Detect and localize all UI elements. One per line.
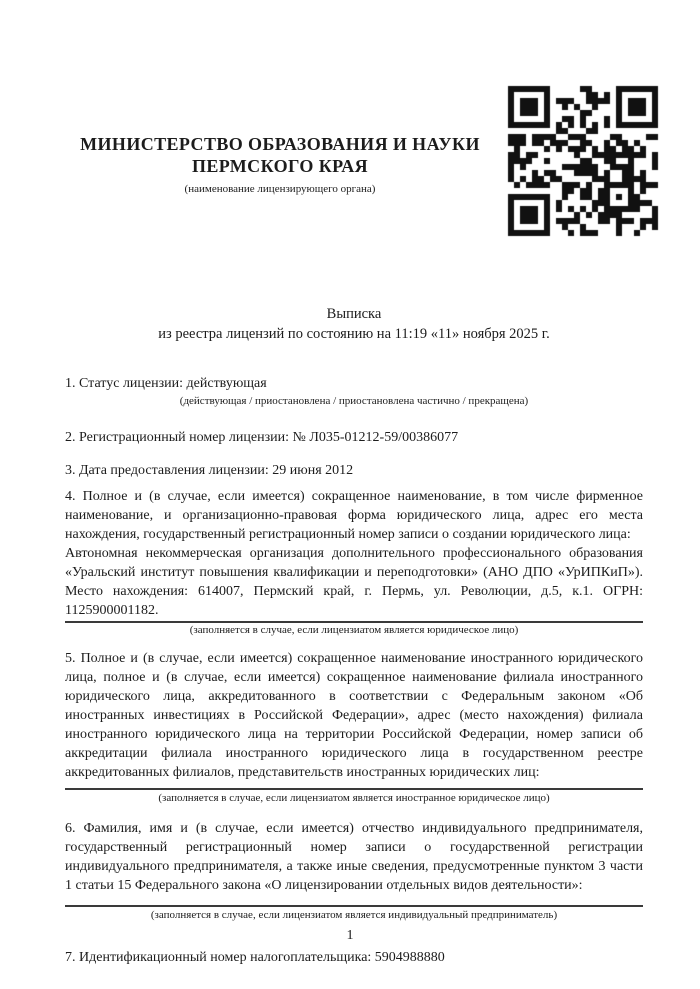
- legal-entity-caption: (заполняется в случае, если лицензиатом является юридическое лицо): [189, 624, 519, 636]
- foreign-entity-info: [65, 649, 643, 782]
- ministry-name-line2: ПЕРМСКОГО КРАЯ: [191, 156, 369, 176]
- ministry-caption: (наименование лицензирующего органа): [184, 183, 376, 195]
- taxpayer-id: 7. Идентификационный номер налогоплательщика: 5904988880: [65, 950, 445, 965]
- page-number: 1: [346, 928, 354, 943]
- legal-entity-label: 4. Полное и (в случае, если имеется) сокращенное наименование, в том числе фирменное наименование, и организационно-правовая форма юридического лица, адрес его места нахождения, государственный регистрационный номер записи о создании юридического лица:: [65, 489, 643, 542]
- license-status-caption: (действующая / приостановлена / приостановлена частично / прекращена): [179, 395, 529, 407]
- licensing-authority-header: [65, 133, 495, 196]
- legal-entity-info: [65, 487, 643, 620]
- foreign-entity-label: 5. Полное и (в случае, если имеется) сокращенное наименование иностранного юридического лица, полное и (в случае, если имеется) сокращенное наименование филиала иностранного юридического лица, аккредитованного в соответствии с Федеральным законом «Об иностранных инвестициях в Российской Федерации», адрес (место нахождения) филиала иностранного юридического лица на территории Российской Федерации, номер записи об аккредитации филиала иностранного юридического лица в государственном реестре аккредитованных филиалов, представительств иностранных юридических лиц:: [65, 651, 643, 780]
- entrepreneur-info: [65, 819, 643, 895]
- entrepreneur-underline: [65, 905, 643, 907]
- extract-title: [65, 304, 643, 344]
- extract-title-line1: Выписка: [326, 306, 382, 322]
- foreign-entity-caption: (заполняется в случае, если лицензиатом является иностранное юридическое лицо): [158, 792, 550, 804]
- entrepreneur-label: 6. Фамилия, имя и (в случае, если имеется) отчество индивидуального предпринимателя, государственный регистрационный номер записи о государственной регистрации индивидуального предпринимателя, а также иные сведения, предусмотренные пунктом 3 части 1 статьи 15 Федерального закона «О лицензировании отдельных видов деятельности»:: [65, 821, 643, 893]
- license-grant-date: 3. Дата предоставления лицензии: 29 июня 2012: [65, 463, 354, 478]
- ministry-name-line1: МИНИСТЕРСТВО ОБРАЗОВАНИЯ И НАУКИ: [80, 134, 480, 154]
- document-content: [65, 133, 643, 968]
- legal-entity-value: Автономная некоммерческая организация дополнительного профессионального образования «Уральский институт повышения квалификации и переподготовки» (АНО ДПО «УрИПКиП»). Место нахождения: 614007, Пермский край, г. Пермь, ул. Революции, д.5, к.1. ОГРН: 1125900001182.: [65, 546, 643, 618]
- extract-title-line2: из реестра лицензий по состоянию на 11:19 «11» ноября 2025 г.: [158, 326, 550, 342]
- legal-entity-underline: [65, 621, 643, 623]
- foreign-entity-underline: [65, 788, 643, 790]
- entrepreneur-caption: (заполняется в случае, если лицензиатом является индивидуальный предприниматель): [150, 909, 558, 921]
- license-registration-number: 2. Регистрационный номер лицензии: № Л035-01212-59/00386077: [65, 430, 459, 445]
- license-status: 1. Статус лицензии: действующая: [65, 376, 267, 391]
